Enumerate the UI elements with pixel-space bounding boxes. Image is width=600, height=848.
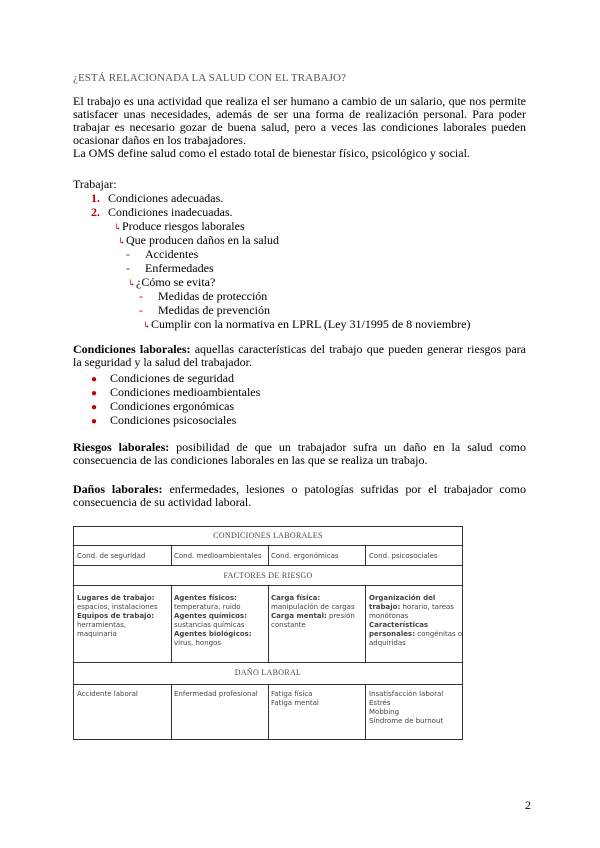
table-cell: Cond. psicosociales <box>369 552 438 560</box>
cell-text: horario, tareas <box>402 603 454 611</box>
definition-line: consecuencia de las condiciones laborales en las que se realiza un trabajo. <box>73 453 428 467</box>
table-divider <box>365 585 366 663</box>
dash-icon: - <box>126 261 130 275</box>
bullet-text: Condiciones ergonómicas <box>110 399 235 413</box>
outline-text: Que producen daños en la salud <box>126 233 279 247</box>
table-divider <box>268 684 269 740</box>
danos-definition <box>73 483 526 509</box>
arrow-icon: ↳ <box>114 222 122 232</box>
cell-bold: Lugares de trabajo: <box>77 594 155 602</box>
outline-produce <box>114 219 245 234</box>
table-divider <box>365 545 366 566</box>
outline-accidentes <box>126 247 198 261</box>
bullet-icon: ● <box>91 402 98 413</box>
dash-icon: - <box>139 303 143 317</box>
cell-text: virus, hongos <box>174 639 222 647</box>
table-divider <box>171 545 172 566</box>
definition-term: Daños laborales: <box>73 482 163 496</box>
cell-bold: Agentes químicos: <box>174 612 247 620</box>
arrow-icon: ↳ <box>143 320 151 330</box>
cell-bold: personales: <box>369 630 416 638</box>
cell-text: congénitas o <box>417 630 463 638</box>
intro-line: trabajar es necesario gozar de buena salud, pero a veces las condiciones laborales pueden <box>73 120 526 134</box>
table-cell-factors-4 <box>369 594 462 648</box>
table-divider <box>365 684 366 740</box>
page-number: 2 <box>525 798 531 812</box>
cell-text: sustancias químicas <box>174 621 245 629</box>
arrow-icon: ↳ <box>128 278 136 288</box>
arrow-icon: ↳ <box>118 236 126 246</box>
table-cell-factors-2 <box>174 594 252 648</box>
bullet-icon: ● <box>91 388 98 399</box>
cell-text: Síndrome de burnout <box>369 717 444 725</box>
cell-text: espacios, instalaciones <box>77 603 158 611</box>
item-number: 2. <box>91 205 100 219</box>
definition-line: la seguridad y la salud del trabajador. <box>73 355 252 369</box>
bullet-icon: ● <box>91 416 98 427</box>
table-cell: Accidente laboral <box>77 690 138 698</box>
table-border <box>73 526 74 740</box>
outline-item-1 <box>91 191 223 205</box>
cell-text: Insatisfacción laboral <box>369 690 444 698</box>
table-border <box>73 526 463 527</box>
cell-text: adquiridas <box>369 639 406 647</box>
table-divider <box>268 545 269 566</box>
outline-item-2 <box>91 205 233 219</box>
outline-enfermedades <box>126 261 214 275</box>
cell-bold: Agentes físicos: <box>174 594 237 602</box>
cell-text: manipulación de cargas <box>271 603 355 611</box>
intro-line: El trabajo es una actividad que realiza el ser humano a cambio de un salario, que nos permite <box>73 94 526 108</box>
outline-text: ¿Cómo se evita? <box>136 275 216 289</box>
outline-text: Medidas de protección <box>158 289 268 303</box>
cell-text: monótonas <box>369 612 409 620</box>
cell-text: maquinaria <box>77 630 117 638</box>
table-header-factores: FACTORES DE RIESGO <box>223 571 313 580</box>
dash-icon: - <box>139 289 143 303</box>
cell-bold: Carga física: <box>271 594 321 602</box>
table-cell: Enfermedad profesional <box>174 690 258 698</box>
table-cell-factors-1 <box>77 594 158 639</box>
item-text: Condiciones inadecuadas. <box>108 205 233 219</box>
definition-text: enfermedades, lesiones o patologías sufridas por el trabajador como <box>169 482 527 496</box>
cell-text: Fatiga mental <box>271 699 319 707</box>
definition-line: consecuencia de su actividad laboral. <box>73 495 252 509</box>
cell-text: temperatura, ruido <box>174 603 241 611</box>
cell-text: Mobbing <box>369 708 400 716</box>
cell-text: Fatiga física <box>271 690 313 698</box>
cell-bold: Carga mental: <box>271 612 327 620</box>
cell-text: presión <box>329 612 355 620</box>
condiciones-definition <box>73 343 526 369</box>
outline-proteccion <box>139 289 267 303</box>
definition-term: Condiciones laborales: <box>73 342 191 356</box>
riesgos-definition <box>73 441 526 467</box>
trabajar-label: Trabajar: <box>73 177 117 191</box>
outline-text: Enfermedades <box>145 261 214 275</box>
outline-normativa <box>143 317 470 332</box>
page-title: ¿ESTÁ RELACIONADA LA SALUD CON EL TRABAJO? <box>73 72 347 84</box>
intro-line: satisfacer unas necesidades, además de ser una forma de realización personal. Para poder <box>73 107 526 121</box>
cell-bold: Organización del <box>369 594 436 602</box>
outline-danos <box>118 233 279 248</box>
outline-prevencion <box>139 303 270 317</box>
bullet-text: Condiciones de seguridad <box>110 371 234 385</box>
table-header-dano: DAÑO LABORAL <box>234 668 302 677</box>
bullet-item <box>91 413 236 429</box>
item-text: Condiciones adecuadas. <box>108 191 224 205</box>
table-divider <box>171 585 172 663</box>
cell-text: Estrés <box>369 699 391 707</box>
intro-line: ocasionar daños en los trabajadores. <box>73 133 246 147</box>
bullet-icon: ● <box>91 374 98 385</box>
definition-text: aquellas características del trabajo que pueden generar riesgos para <box>194 342 527 356</box>
table-cell-factors-3 <box>271 594 355 630</box>
bullet-text: Condiciones psicosociales <box>110 413 237 427</box>
outline-text: Produce riesgos laborales <box>122 219 245 233</box>
outline-text: Medidas de prevención <box>158 303 270 317</box>
table-cell: Cond. ergonómicas <box>271 552 339 560</box>
table-cell-fatiga <box>271 690 319 708</box>
dash-icon: - <box>126 247 130 261</box>
table-header-condiciones: CONDICIONES LABORALES <box>213 531 323 540</box>
bullet-text: Condiciones medioambientales <box>110 385 261 399</box>
outline-evita <box>128 275 215 290</box>
intro-line: La OMS define salud como el estado total de bienestar físico, psicológico y social. <box>73 146 470 160</box>
definition-text: posibilidad de que un trabajador sufra un daño en la salud como <box>176 440 526 454</box>
conditions-table <box>73 526 463 740</box>
table-divider <box>268 585 269 663</box>
outline-text: Cumplir con la normativa en LPRL (Ley 31/1995 de 8 noviembre) <box>151 317 471 331</box>
table-cell: Cond. medioambientales <box>174 552 262 560</box>
item-number: 1. <box>91 191 100 205</box>
cell-text: constante <box>271 621 306 629</box>
intro-paragraph <box>73 95 526 160</box>
definition-term: Riesgos laborales: <box>73 440 170 454</box>
cell-bold: trabajo: <box>369 603 401 611</box>
table-divider <box>171 684 172 740</box>
table-border <box>462 526 463 740</box>
cell-text: herramientas, <box>77 621 127 629</box>
outline-text: Accidentes <box>145 247 199 261</box>
table-cell-psico <box>369 690 443 726</box>
table-cell: Cond. de seguridad <box>77 552 146 560</box>
cell-bold: Agentes biológicos: <box>174 630 252 638</box>
cell-bold: Características <box>369 621 429 629</box>
cell-bold: Equipos de trabajo: <box>77 612 155 620</box>
